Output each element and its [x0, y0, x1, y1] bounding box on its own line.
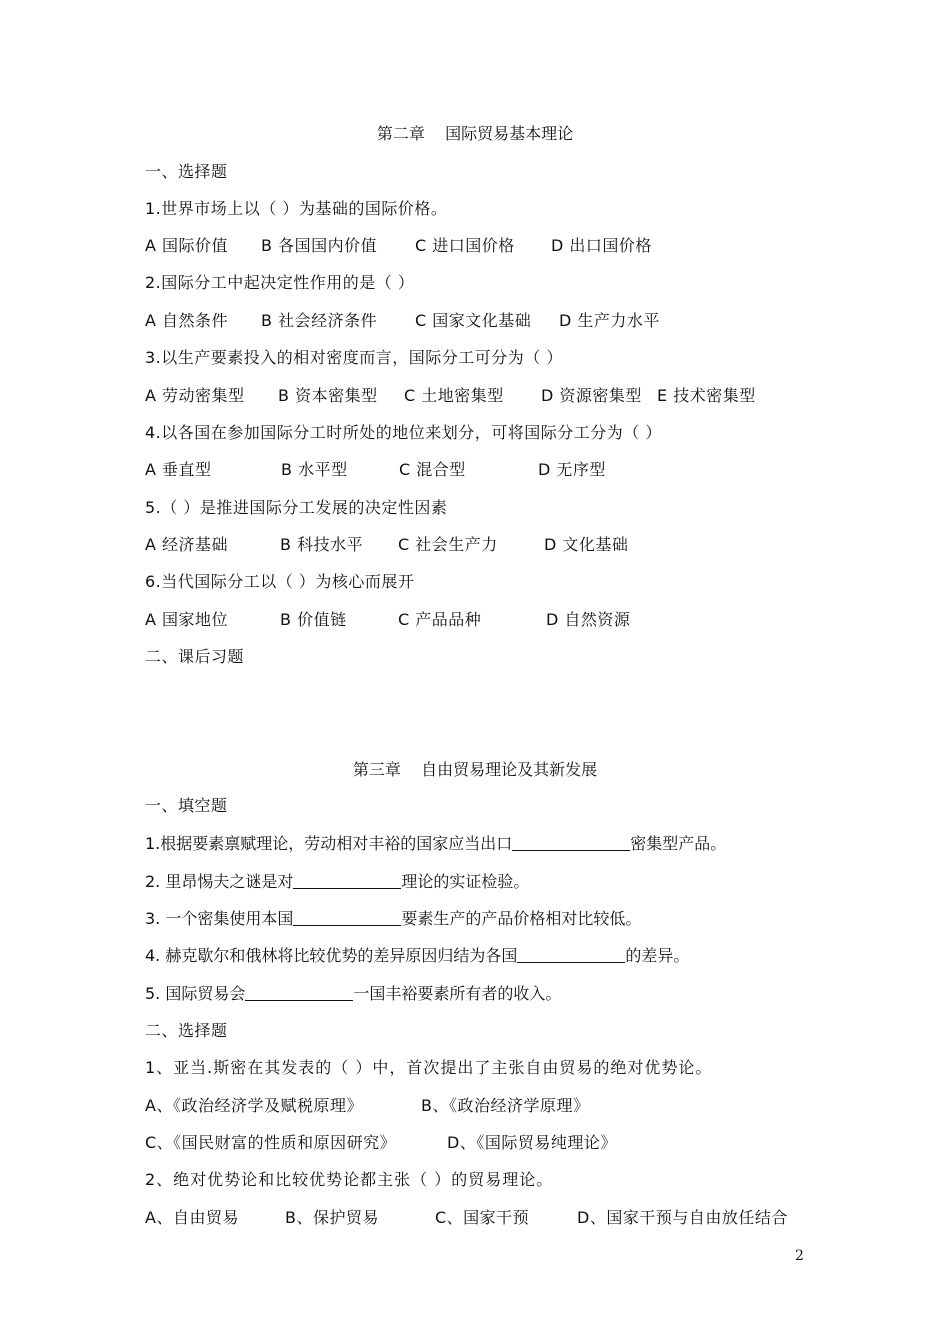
- answer-blank: [245, 984, 353, 1001]
- fill-text: 1.根据要素禀赋理论，劳动相对丰裕的国家应当出口: [145, 834, 513, 853]
- option: C 土地密集型: [404, 386, 504, 405]
- option: A、自由贸易: [145, 1208, 239, 1227]
- ch3-q1-options-2: [145, 1133, 617, 1153]
- option: D、《国际贸易纯理论》: [447, 1133, 617, 1152]
- ch2-q2: 2.国际分工中起决定性作用的是（ ）: [145, 273, 415, 292]
- answer-blank: [293, 909, 401, 926]
- option: A 国家地位: [145, 610, 229, 629]
- ch2-q3-options: [145, 386, 756, 406]
- ch3-q1: 1、亚当.斯密在其发表的（ ）中，首次提出了主张自由贸易的绝对优势论。: [145, 1058, 713, 1077]
- fill-text: 4. 赫克歇尔和俄林将比较优势的差异原因归结为各国: [145, 946, 518, 965]
- ch3-section-choice: 二、选择题: [145, 1021, 228, 1040]
- fill-text: 理论的实证检验。: [401, 872, 530, 891]
- fill-text: 5. 国际贸易会: [145, 984, 246, 1003]
- ch2-q4: 4.以各国在参加国际分工时所处的地位来划分，可将国际分工分为（ ）: [145, 423, 662, 442]
- ch3-fill-1: [145, 834, 726, 854]
- option: A 自然条件: [145, 311, 229, 330]
- page-number: 2: [795, 1248, 804, 1264]
- ch3-q2-options: [145, 1208, 788, 1228]
- ch2-q1: 1.世界市场上以（ ）为基础的国际价格。: [145, 199, 448, 218]
- option: C 混合型: [399, 460, 466, 479]
- fill-text: 3. 一个密集使用本国: [145, 909, 294, 928]
- option: A、《政治经济学及赋税原理》: [145, 1096, 363, 1115]
- option: A 劳动密集型: [145, 386, 245, 405]
- option: C 进口国价格: [415, 236, 515, 255]
- fill-text: 的差异。: [625, 946, 690, 965]
- ch2-q3: 3.以生产要素投入的相对密度而言，国际分工可分为（ ）: [145, 348, 563, 367]
- option: C、国家干预: [435, 1208, 530, 1227]
- ch2-section-homework: 二、课后习题: [145, 647, 245, 666]
- option: C 社会生产力: [398, 535, 498, 554]
- ch3-fill-2: [145, 872, 529, 892]
- option: D 文化基础: [544, 535, 629, 554]
- ch2-section-choice: 一、选择题: [145, 162, 228, 181]
- answer-blank: [512, 834, 630, 851]
- option: D 自然资源: [546, 610, 631, 629]
- ch3-fill-4: [145, 946, 689, 966]
- option: B 社会经济条件: [261, 311, 378, 330]
- ch2-q4-options: [145, 460, 606, 480]
- ch3-q2: 2、绝对优势论和比较优势论都主张（ ）的贸易理论。: [145, 1170, 554, 1189]
- option: B、保护贸易: [285, 1208, 379, 1227]
- fill-text: 要素生产的产品价格相对比较低。: [401, 909, 642, 928]
- option: B 水平型: [281, 460, 348, 479]
- option: D 生产力水平: [559, 311, 660, 330]
- option: B 资本密集型: [278, 386, 378, 405]
- option: E 技术密集型: [657, 386, 756, 405]
- option: A 经济基础: [145, 535, 229, 554]
- ch2-q1-options: [145, 236, 652, 256]
- option: D 出口国价格: [551, 236, 652, 255]
- option: A 垂直型: [145, 460, 212, 479]
- answer-blank: [293, 872, 401, 889]
- ch2-q6-options: [145, 610, 630, 630]
- option: D、国家干预与自由放任结合: [577, 1208, 788, 1227]
- ch3-q1-options: [145, 1096, 589, 1116]
- ch2-q2-options: [145, 311, 660, 331]
- option: B 各国国内价值: [261, 236, 378, 255]
- option: B 科技水平: [280, 535, 364, 554]
- chapter3-title: 第三章 自由贸易理论及其新发展: [352, 760, 598, 779]
- ch3-section-fill: 一、填空题: [145, 796, 228, 815]
- option: C 产品品种: [398, 610, 482, 629]
- option: A 国际价值: [145, 236, 229, 255]
- ch2-q6: 6.当代国际分工以（ ）为核心而展开: [145, 572, 415, 591]
- option: B 价值链: [280, 610, 347, 629]
- option: C 国家文化基础: [415, 311, 532, 330]
- option: B、《政治经济学原理》: [421, 1096, 590, 1115]
- ch3-fill-3: [145, 909, 641, 929]
- option: C、《国民财富的性质和原因研究》: [145, 1133, 397, 1152]
- chapter2-title: 第二章 国际贸易基本理论: [376, 124, 574, 143]
- fill-text: 2. 里昂惕夫之谜是对: [145, 872, 294, 891]
- option: D 资源密集型: [541, 386, 642, 405]
- ch3-fill-5: [145, 984, 561, 1004]
- fill-text: 密集型产品。: [630, 834, 727, 853]
- fill-text: 一国丰裕要素所有者的收入。: [353, 984, 562, 1003]
- ch2-q5-options: [145, 535, 628, 555]
- option: D 无序型: [538, 460, 606, 479]
- ch2-q5: 5.（ ）是推进国际分工发展的决定性因素: [145, 498, 448, 517]
- answer-blank: [517, 946, 625, 963]
